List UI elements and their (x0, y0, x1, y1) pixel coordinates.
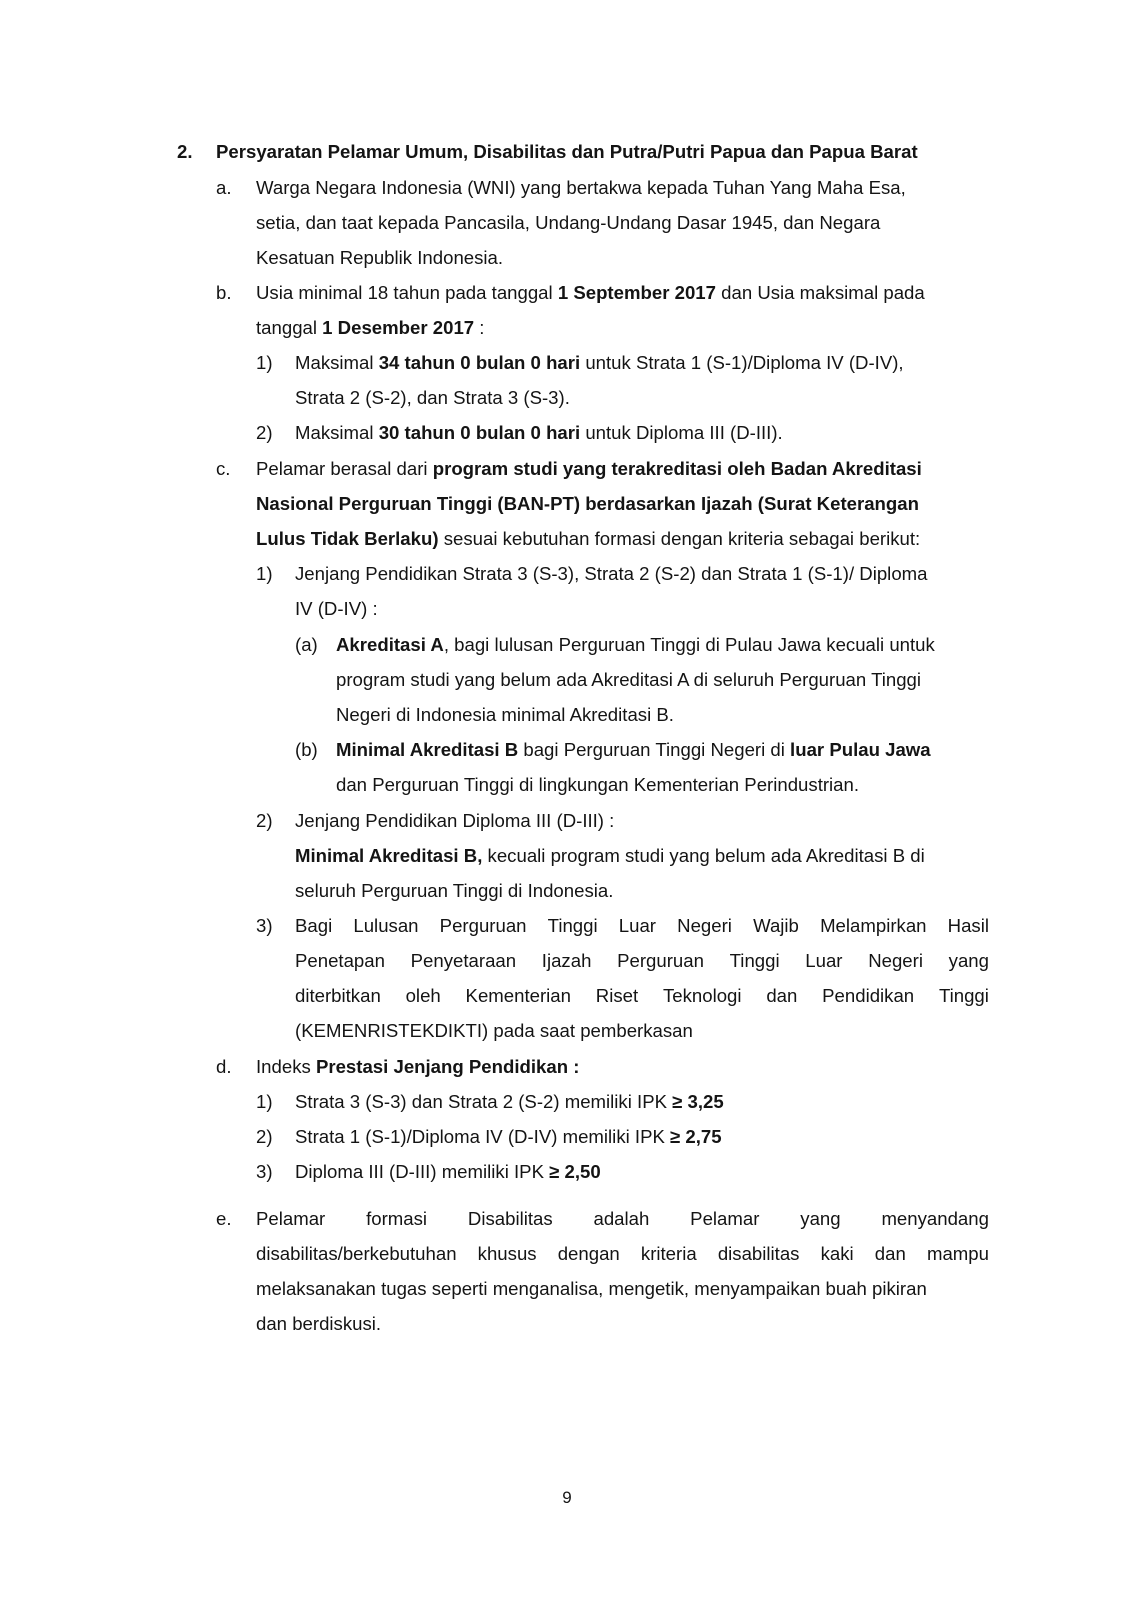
item-c1-label: 1) (256, 563, 273, 584)
item-c2-label: 2) (256, 810, 273, 831)
item-a-line-2: setia, dan taat kepada Pancasila, Undang-Undang Dasar 1945, dan Negara (256, 212, 881, 233)
section-title: Persyaratan Pelamar Umum, Disabilitas dan Putra/Putri Papua dan Papua Barat (216, 141, 918, 162)
item-c-line-2: Nasional Perguruan Tinggi (BAN-PT) berdasarkan Ijazah (Surat Keterangan (256, 493, 919, 514)
item-d3-label: 3) (256, 1161, 273, 1182)
item-d1-label: 1) (256, 1091, 273, 1112)
item-d-label: d. (216, 1056, 232, 1077)
item-c1-line-1: Jenjang Pendidikan Strata 3 (S-3), Strata 2 (S-2) dan Strata 1 (S-1)/ Diploma (295, 563, 928, 584)
item-e-line-2: disabilitas/berkebutuhan khusus dengan kriteria disabilitas kaki dan mampu (256, 1243, 989, 1264)
item-c1a-line-1: Akreditasi A, bagi lulusan Perguruan Tinggi di Pulau Jawa kecuali untuk (336, 634, 935, 655)
item-d3-line: Diploma III (D-III) memiliki IPK ≥ 2,50 (295, 1161, 601, 1182)
item-c2-line-2: Minimal Akreditasi B, kecuali program studi yang belum ada Akreditasi B di (295, 845, 925, 866)
item-d2-label: 2) (256, 1126, 273, 1147)
item-b-label: b. (216, 282, 232, 303)
page-number: 9 (562, 1488, 572, 1507)
item-b1-line-2: Strata 2 (S-2), dan Strata 3 (S-3). (295, 387, 570, 408)
item-a-line-1: Warga Negara Indonesia (WNI) yang bertakwa kepada Tuhan Yang Maha Esa, (256, 177, 906, 198)
item-b1-line-1: Maksimal 34 tahun 0 bulan 0 hari untuk Strata 1 (S-1)/Diploma IV (D-IV), (295, 352, 904, 373)
item-a-label: a. (216, 177, 232, 198)
item-d2-line: Strata 1 (S-1)/Diploma IV (D-IV) memiliki IPK ≥ 2,75 (295, 1126, 722, 1147)
item-c2-line-1: Jenjang Pendidikan Diploma III (D-III) : (295, 810, 615, 831)
item-b-line-1: Usia minimal 18 tahun pada tanggal 1 September 2017 dan Usia maksimal pada (256, 282, 925, 303)
item-c3-line-3: diterbitkan oleh Kementerian Riset Teknologi dan Pendidikan Tinggi (295, 985, 989, 1006)
item-b2-line-1: Maksimal 30 tahun 0 bulan 0 hari untuk Diploma III (D-III). (295, 422, 783, 443)
item-c3-line-1: Bagi Lulusan Perguruan Tinggi Luar Negeri Wajib Melampirkan Hasil (295, 915, 989, 936)
item-a-line-3: Kesatuan Republik Indonesia. (256, 247, 504, 268)
item-c-line-3: Lulus Tidak Berlaku) sesuai kebutuhan formasi dengan kriteria sebagai berikut: (256, 528, 921, 549)
item-c1a-label: (a) (295, 634, 318, 655)
item-c1b-label: (b) (295, 739, 318, 760)
item-c1b-line-2: dan Perguruan Tinggi di lingkungan Kementerian Perindustrian. (336, 774, 860, 795)
item-c3-line-2: Penetapan Penyetaraan Ijazah Perguruan Tinggi Luar Negeri yang (295, 950, 989, 971)
item-e-line-1: Pelamar formasi Disabilitas adalah Pelamar yang menyandang (256, 1208, 989, 1229)
section-number: 2. (177, 141, 193, 162)
item-e-line-4: dan berdiskusi. (256, 1313, 382, 1334)
item-c2-line-3: seluruh Perguruan Tinggi di Indonesia. (295, 880, 614, 901)
item-c1b-line-1: Minimal Akreditasi B bagi Perguruan Tinggi Negeri di luar Pulau Jawa (336, 739, 931, 760)
item-b-line-2: tanggal 1 Desember 2017 : (256, 317, 485, 338)
item-d1-line: Strata 3 (S-3) dan Strata 2 (S-2) memiliki IPK ≥ 3,25 (295, 1091, 724, 1112)
item-c1a-line-3: Negeri di Indonesia minimal Akreditasi B. (336, 704, 674, 725)
item-b1-label: 1) (256, 352, 273, 373)
item-c3-label: 3) (256, 915, 273, 936)
item-c-line-1: Pelamar berasal dari program studi yang terakreditasi oleh Badan Akreditasi (256, 458, 922, 479)
item-d-line-1: Indeks Prestasi Jenjang Pendidikan : (256, 1056, 580, 1077)
item-c3-line-4: (KEMENRISTEKDIKTI) pada saat pemberkasan (295, 1020, 693, 1041)
item-c1-line-2: IV (D-IV) : (295, 598, 378, 619)
item-c1a-line-2: program studi yang belum ada Akreditasi A di seluruh Perguruan Tinggi (336, 669, 922, 690)
item-b2-label: 2) (256, 422, 273, 443)
item-e-line-3: melaksanakan tugas seperti menganalisa, mengetik, menyampaikan buah pikiran (256, 1278, 927, 1299)
item-e-label: e. (216, 1208, 232, 1229)
item-c-label: c. (216, 458, 231, 479)
